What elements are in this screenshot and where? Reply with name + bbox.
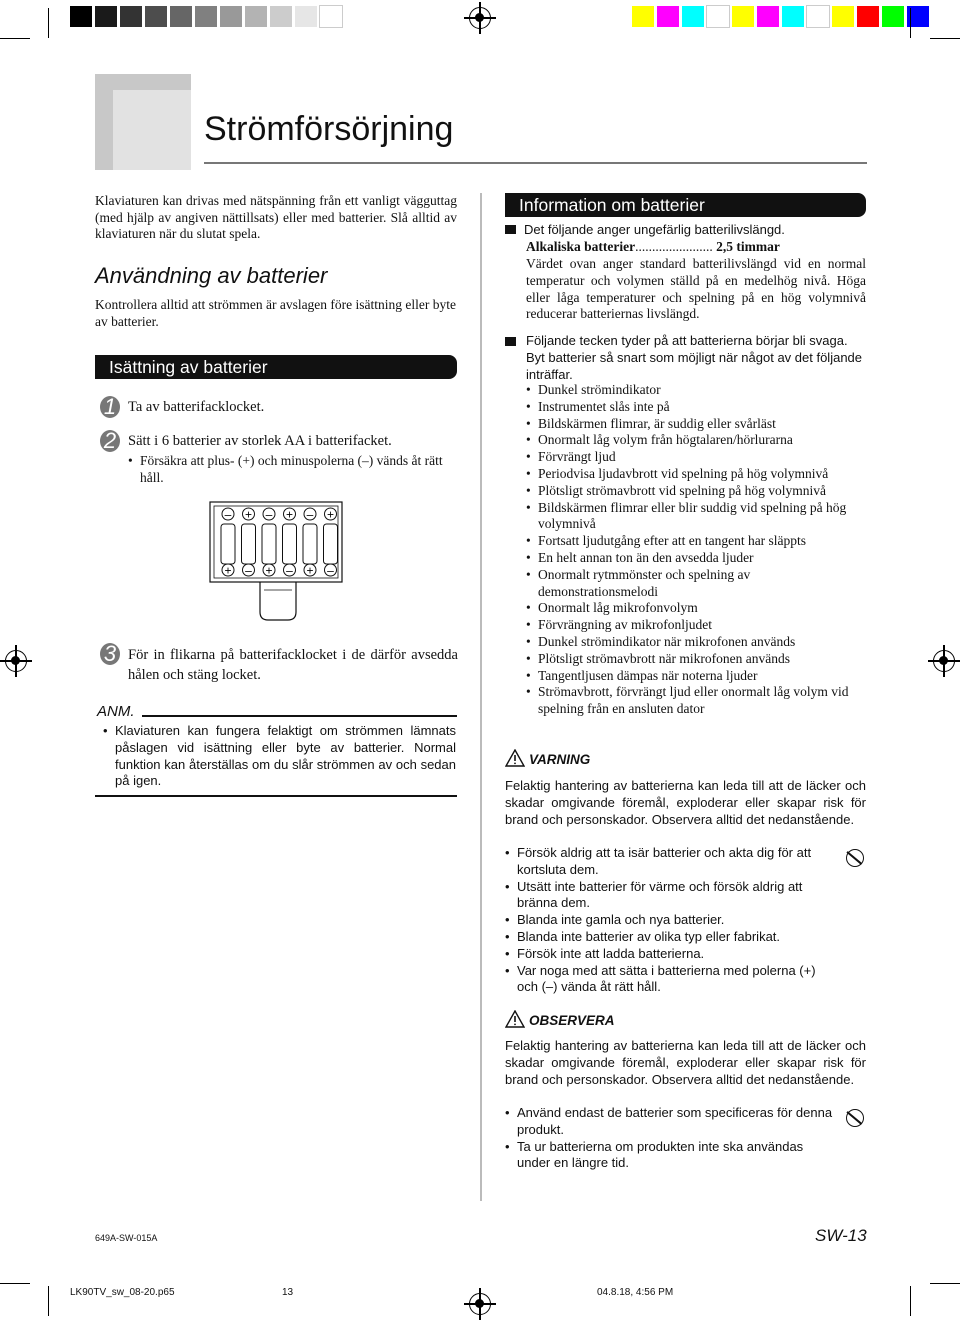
doc-code: 649A-SW-015A — [95, 1233, 158, 1243]
list-item: • Förvrängning av mikrofonljudet — [526, 617, 866, 634]
list-item: • Instrumentet slås inte på — [526, 399, 866, 416]
step-3-text: För in flikarna på batterifacklocket i de därför avsedda hålen och stäng locket. — [128, 647, 458, 683]
polarity-label: – — [286, 563, 293, 578]
color-swatch — [807, 6, 829, 27]
color-swatch — [682, 6, 704, 27]
note-label: ANM. — [97, 703, 135, 720]
polarity-label: – — [224, 507, 232, 522]
crop-mark — [0, 1283, 30, 1284]
crop-mark — [910, 1286, 911, 1316]
list-item: • En helt annan ton än den avsedda ljuder — [526, 550, 866, 567]
polarity-label: + — [326, 507, 335, 522]
crop-mark — [48, 8, 49, 38]
color-swatch — [70, 6, 92, 27]
crop-mark — [910, 8, 911, 38]
print-date: 04.8.18, 4:56 PM — [597, 1287, 674, 1298]
color-swatch — [732, 6, 754, 27]
warning-text: Felaktig hantering av batterierna kan leda till att de läcker och skadar omgivande föremål, exploderar eller skapar risk för brand och personskador. Observera alltid det nedanstående. — [505, 778, 866, 827]
list-item: • Blanda inte gamla och nya batterier. — [505, 912, 835, 929]
color-swatch — [832, 6, 854, 27]
warning-triangle-icon — [505, 749, 525, 767]
color-swatch — [782, 6, 804, 27]
polarity-label: – — [327, 563, 334, 578]
title-rule — [204, 162, 867, 164]
registration-mark-icon — [469, 1293, 491, 1315]
color-swatch — [657, 6, 679, 27]
list-item: • Plötsligt strömavbrott vid spelning på hög volymnivå — [526, 483, 866, 500]
caution-triangle-icon — [505, 1010, 525, 1028]
list-item: • Periodvisa ljudavbrott vid spelning på hög volymnivå — [526, 466, 866, 483]
file-name: LK90TV_sw_08-20.p65 — [70, 1287, 175, 1298]
sheet-number: 13 — [282, 1287, 294, 1298]
color-swatch — [220, 6, 242, 27]
polarity-label: – — [306, 507, 314, 522]
list-item: • Förvrängt ljud — [526, 449, 866, 466]
registration-mark-icon — [469, 7, 491, 29]
list-item: • Dunkel strömindikator — [526, 382, 866, 399]
list-item: • Onormalt rytmmönster och spelning av demonstrationsmelodi — [526, 567, 866, 601]
list-item: • Plötsligt strömavbrott när mikrofonen används — [526, 651, 866, 668]
color-registration-bar — [632, 6, 932, 27]
step-number-3: 3 — [100, 643, 120, 665]
color-swatch — [320, 6, 342, 27]
section-text: Kontrollera alltid att strömmen är avslagen före isättning eller byte av batterier. — [95, 297, 457, 329]
step-1-text: Ta av batterifacklocket. — [128, 399, 265, 415]
list-item: • Försök aldrig att ta isär batterier och akta dig för att kortsluta dem. — [505, 845, 835, 879]
section-heading: Användning av batterier — [95, 263, 328, 288]
title-decoration — [95, 74, 191, 170]
square-bullet-icon — [505, 225, 516, 234]
polarity-label: + — [224, 563, 232, 578]
list-item: • Onormalt låg mikrofonvolym — [526, 600, 866, 617]
list-item: • Försök inte att ladda batterierna. — [505, 946, 835, 963]
square-bullet-icon — [505, 337, 516, 346]
step-number-2: 2 — [100, 430, 120, 452]
color-swatch — [245, 6, 267, 27]
list-item: • Strömavbrott, förvrängt ljud eller onormalt låg volym vid spelning från en ansluten dator — [526, 684, 866, 718]
polarity-label: – — [245, 563, 252, 578]
color-swatch — [120, 6, 142, 27]
list-item: • Tangentljusen dämpas när noterna ljuder — [526, 668, 866, 685]
caution-list — [505, 1105, 835, 1172]
list-item: • Blanda inte batterier av olika typ eller fabrikat. — [505, 929, 835, 946]
crop-mark — [930, 1283, 960, 1284]
column-divider — [480, 193, 482, 1201]
caution-label: OBSERVERA — [529, 1013, 615, 1028]
sub-heading-bar — [95, 355, 457, 379]
note-text: • Klaviaturen kan fungera felaktigt om strömmen lämnats påslagen vid isättning eller byte av batterier. Normal funktion kan återställas om du slår strömmen av och sedan på igen. — [103, 723, 456, 790]
info-heading-bar — [505, 193, 866, 217]
info-heading: Information om batterier — [519, 195, 705, 215]
alkaline-line: Alkaliska batterier....................... 2,5 timmar — [526, 239, 780, 254]
warning-list — [505, 845, 835, 996]
color-swatch — [857, 6, 879, 27]
list-item: • Bildskärmen flimrar eller blir suddig vid spelning på hög volymnivå — [526, 500, 866, 534]
note-bottom-rule — [95, 795, 457, 797]
info-item-1-text: Värdet ovan anger standard batterilivslängd vid en normal temperatur och volymen ställd på en medelhög nivå. Höga eller låga temperaturer och spelning på en hög volymnivå reducerar batteriernas livslängd. — [526, 256, 866, 322]
list-item: • Var noga med att sätta i batterierna med polerna (+) och (–) vända åt rätt håll. — [505, 963, 835, 997]
color-swatch — [632, 6, 654, 27]
page-title: Strömförsörjning — [204, 110, 454, 148]
polarity-label: + — [285, 507, 294, 522]
battery-cell — [262, 524, 276, 564]
prohibition-icon — [846, 1109, 864, 1127]
step-2-bullet — [128, 452, 458, 486]
polarity-label: + — [306, 563, 314, 578]
registration-mark-icon — [933, 650, 955, 672]
note-body — [103, 723, 456, 790]
page-number: SW-13 — [815, 1226, 867, 1245]
warning-label: VARNING — [529, 752, 591, 767]
list-item: • Fortsatt ljudutgång efter att en tangent har släppts — [526, 533, 866, 550]
prohibition-icon — [846, 849, 864, 867]
list-item: • Ta ur batterierna om produkten inte ska användas under en längre tid. — [505, 1139, 835, 1173]
battery-cell — [303, 524, 317, 564]
color-swatch — [170, 6, 192, 27]
note-rule — [142, 715, 457, 717]
info-item-1: Det följande anger ungefärlig batterilivslängd. — [505, 222, 785, 239]
list-item: • Utsätt inte batterier för värme och försök aldrig att bränna dem. — [505, 879, 835, 913]
list-item: • Bildskärmen flimrar, är suddig eller svårläst — [526, 416, 866, 433]
color-swatch — [270, 6, 292, 27]
symptom-list — [526, 382, 866, 718]
caution-text: Felaktig hantering av batterierna kan leda till att de läcker och skadar omgivande föremål, exploderar eller skapar risk för brand och personskador. Observera alltid det nedanstående. — [505, 1038, 866, 1087]
info-item-2: Följande tecken tyder på att batterierna börjar bli svaga. Byt batterier så snart som möjligt när något av det följande inträffar. — [505, 333, 866, 383]
battery-cell — [221, 524, 235, 564]
step-number-1: 1 — [100, 396, 120, 418]
color-swatch — [295, 6, 317, 27]
battery-cell — [283, 524, 297, 564]
color-swatch — [145, 6, 167, 27]
color-swatch — [757, 6, 779, 27]
color-swatch — [882, 6, 904, 27]
list-item: • Onormalt låg volym från högtalaren/hörlurarna — [526, 432, 866, 449]
sub-heading: Isättning av batterier — [109, 357, 268, 377]
polarity-label: – — [265, 507, 273, 522]
intro-paragraph: Klaviaturen kan drivas med nätspänning från ett vanligt vägguttag (med hjälp av angiven nättillsats) eller med batterier. Slå alltid av klaviaturen när du slutat spela. — [95, 193, 457, 242]
color-swatch — [95, 6, 117, 27]
registration-mark-icon — [5, 650, 27, 672]
crop-mark — [930, 38, 960, 39]
crop-mark — [48, 1286, 49, 1316]
gray-registration-bar — [70, 6, 345, 27]
battery-cell — [242, 524, 256, 564]
polarity-label: + — [244, 507, 253, 522]
polarity-label: + — [265, 563, 273, 578]
battery-cell — [324, 524, 338, 564]
list-item: • Använd endast de batterier som specificeras för denna produkt. — [505, 1105, 835, 1139]
crop-mark — [0, 38, 30, 39]
step-2-text: Sätt i 6 batterier av storlek AA i batterifacket. — [128, 433, 392, 449]
bullet-text: • Försäkra att plus- (+) och minuspolerna (–) vänds åt rätt håll. — [128, 452, 458, 486]
list-item: • Dunkel strömindikator när mikrofonen används — [526, 634, 866, 651]
battery-compartment-diagram — [208, 500, 348, 622]
color-swatch — [707, 6, 729, 27]
color-swatch — [195, 6, 217, 27]
